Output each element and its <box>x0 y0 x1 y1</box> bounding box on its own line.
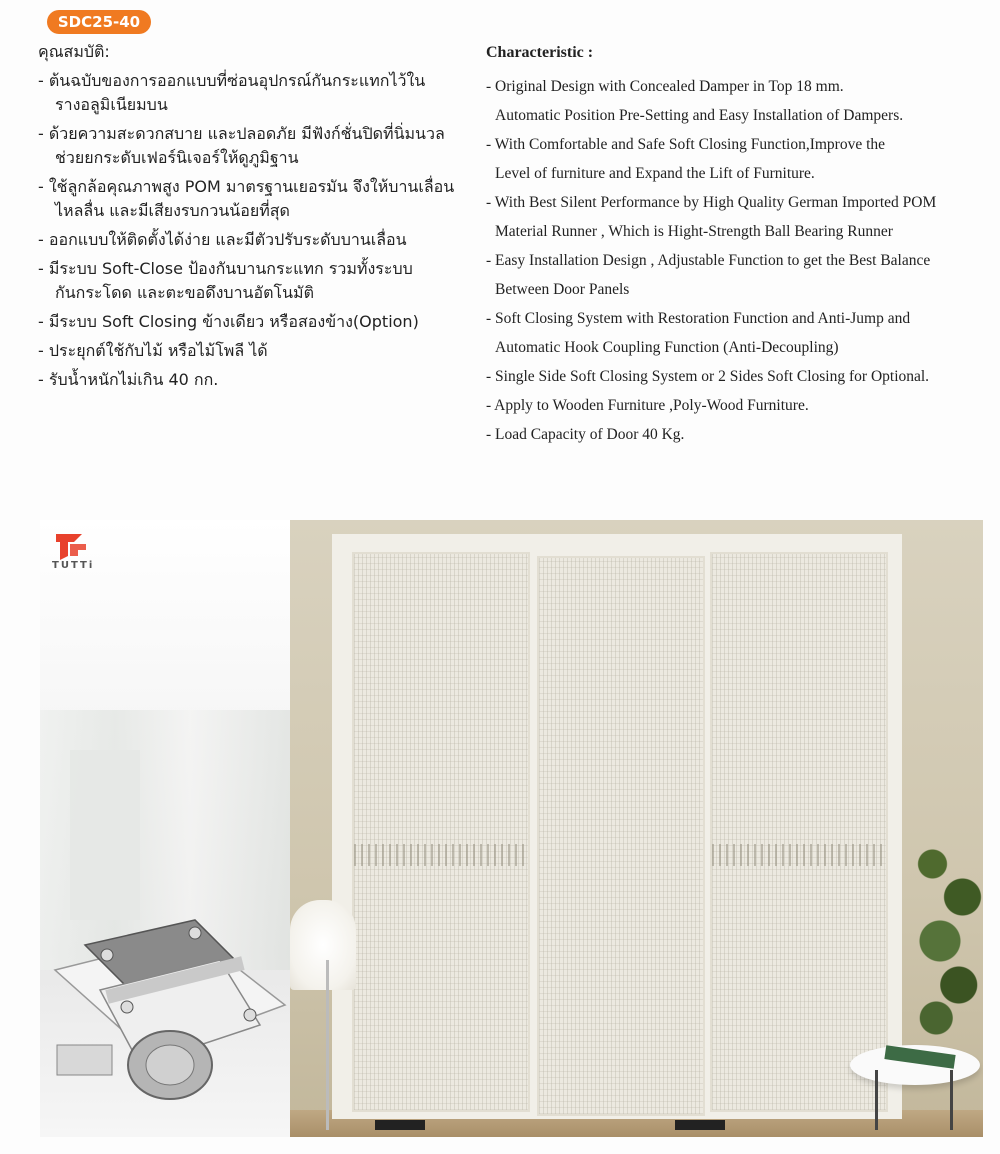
thai-feature-item: - มีระบบ Soft-Close ป้องกันบานกระแทก รวมทั้งระบบ กันกระโดด และตะขอดึงบานอัตโนมัติ <box>38 259 413 302</box>
sliding-door-left <box>352 552 530 1112</box>
wardrobe-frame <box>332 534 902 1119</box>
thai-feature-item: - รับน้ำหนักไม่เกิน 40 กก. <box>38 370 219 389</box>
floor-vent <box>675 1120 725 1130</box>
english-feature-item: - With Comfortable and Safe Soft Closing Function,Improve the Level of furniture and Expand the Lift of Furniture. <box>486 136 886 182</box>
floor-lamp <box>290 900 356 990</box>
logo-text: TUTTi <box>52 560 95 571</box>
english-feature-item: - Single Side Soft Closing System or 2 Sides Soft Closing for Optional. <box>486 368 930 385</box>
thai-feature-item: - มีระบบ Soft Closing ข้างเดียว หรือสองข้าง(Option) <box>38 312 419 331</box>
english-feature-item: - With Best Silent Performance by High Quality German Imported POM Material Runner , Which is Hight-Strength Ball Bearing Runner <box>486 194 937 240</box>
tutti-logo-icon <box>52 530 102 580</box>
table-leg <box>875 1070 878 1130</box>
potted-plant <box>910 820 983 1040</box>
english-feature-item: - Load Capacity of Door 40 Kg. <box>486 426 685 443</box>
product-photo-panel <box>40 520 290 1137</box>
english-feature-item: - Soft Closing System with Restoration Function and Anti-Jump and Automatic Hook Coupling Function (Anti-Decoupling) <box>486 310 911 356</box>
model-code-badge: SDC25-40 <box>47 10 151 34</box>
english-feature-item: - Easy Installation Design , Adjustable Function to get the Best Balance Between Door Panels <box>486 252 931 298</box>
sliding-door-right <box>710 552 888 1112</box>
floor-lamp-pole <box>326 960 329 1130</box>
english-features <box>486 44 991 449</box>
thai-features-heading: คุณสมบัติ: <box>38 42 110 61</box>
english-feature-item: - Apply to Wooden Furniture ,Poly-Wood Furniture. <box>486 397 809 414</box>
sliding-door-middle <box>537 556 705 1116</box>
damper-hardware-image <box>45 915 290 1105</box>
thai-feature-item: - ใช้ลูกล้อคุณภาพสูง POM มาตรฐานเยอรมัน จึงให้บานเลื่อน ไหลลื่น และมีเสียงรบกวนน้อยที่สุด <box>38 177 455 220</box>
english-feature-item: - Original Design with Concealed Damper in Top 18 mm. Automatic Position Pre-Setting and Easy Installation of Dampers. <box>486 78 904 124</box>
wardrobe-photo <box>290 520 983 1137</box>
thai-feature-item: - ต้นฉบับของการออกแบบที่ซ่อนอุปกรณ์กันกระแทกไว้ใน รางอลูมิเนียมบน <box>38 71 426 114</box>
english-features-heading: Characteristic : <box>486 44 594 61</box>
thai-feature-item: - ด้วยความสะดวกสบาย และปลอดภัย มีฟังก์ชั่นปิดที่นิ่มนวล ช่วยยกระดับเฟอร์นิเจอร์ให้ดูภูมิฐาน <box>38 124 445 167</box>
background-window-image <box>70 750 140 920</box>
floor-vent <box>375 1120 425 1130</box>
thai-feature-item: - ออกแบบให้ติดตั้งได้ง่าย และมีตัวปรับระดับบานเลื่อน <box>38 230 407 249</box>
thai-features <box>38 40 478 397</box>
thai-feature-item: - ประยุกต์ใช้กับไม้ หรือไม้โพลี ได้ <box>38 341 268 360</box>
table-leg <box>950 1070 953 1130</box>
